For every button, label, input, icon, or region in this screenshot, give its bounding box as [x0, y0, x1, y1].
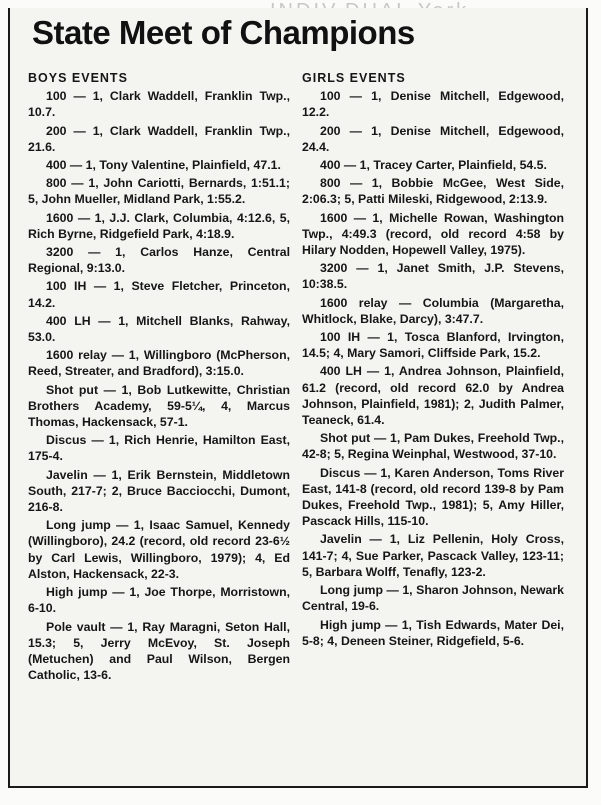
- boys-event-entry: 100 — 1, Clark Waddell, Franklin Twp., 10.7.: [28, 89, 290, 120]
- girls-event-entry: Shot put — 1, Pam Dukes, Freehold Twp., 42-8; 5, Regina Weinphal, Westwood, 37-10.: [302, 431, 564, 462]
- girls-event-entry: 200 — 1, Denise Mitchell, Edgewood, 24.4.: [302, 123, 564, 154]
- girls-event-entry: Javelin — 1, Liz Pellenin, Holy Cross, 141-7; 4, Sue Parker, Pascack Valley, 123-11; 5, Barbara Wolff, Tenafly, 123-2.: [302, 532, 564, 579]
- boys-event-entry: Javelin — 1, Erik Bernstein, Middletown South, 217-7; 2, Bruce Bacciocchi, Dumont, 216-8.: [28, 467, 290, 515]
- boys-event-entry: Shot put — 1, Bob Lutkewitte, Christian Brothers Academy, 59-5¼, 4, Marcus Thomas, Hackensack, 57-1.: [28, 382, 290, 430]
- boys-event-entry: 3200 — 1, Carlos Hanze, Central Regional, 9:13.0.: [28, 245, 290, 276]
- girls-event-entry: 800 — 1, Bobbie McGee, West Side, 2:06.3; 5, Patti Mileski, Ridgewood, 2:13.9.: [302, 176, 564, 207]
- boys-events-column: [28, 70, 290, 685]
- article-headline: State Meet of Champions: [32, 14, 415, 51]
- girls-event-entry: 1600 — 1, Michelle Rowan, Washington Twp., 4:49.3 (record, old record 4:58 by Hilary Nodden, Hopewell Valley, 1975).: [302, 210, 564, 258]
- boys-event-entry: 200 — 1, Clark Waddell, Franklin Twp., 21.6.: [28, 123, 290, 154]
- boys-event-entry: 800 — 1, John Cariotti, Bernards, 1:51.1; 5, John Mueller, Midland Park, 1:55.2.: [28, 176, 290, 207]
- girls-events-title: GIRLS EVENTS: [302, 71, 406, 85]
- girls-event-entry: Long jump — 1, Sharon Johnson, Newark Central, 19-6.: [302, 583, 564, 614]
- boys-event-entry: 1600 — 1, J.J. Clark, Columbia, 4:12.6, 5, Rich Byrne, Ridgefield Park, 4:18.9.: [28, 210, 290, 241]
- girls-event-entry: 100 — 1, Denise Mitchell, Edgewood, 12.2.: [302, 89, 564, 120]
- boys-event-entry: 400 — 1, Tony Valentine, Plainfield, 47.1.: [46, 158, 281, 173]
- boys-event-entry: 1600 relay — 1, Willingboro (McPherson, Reed, Streater, and Bradford), 3:15.0.: [28, 348, 290, 379]
- girls-event-entry: 3200 — 1, Janet Smith, J.P. Stevens, 10:38.5.: [302, 261, 564, 292]
- boys-event-entry: 400 LH — 1, Mitchell Blanks, Rahway, 53.0.: [28, 313, 290, 345]
- boys-event-entry: Pole vault — 1, Ray Maragni, Seton Hall, 15.3; 5, Jerry McEvoy, St. Joseph (Metuchen) and Paul Wilson, Bergen Catholic, 13-6.: [28, 619, 290, 683]
- girls-event-entry: 400 LH — 1, Andrea Johnson, Plainfield, 61.2 (record, old record 62.0 by Andrea Johnson, Plainfield, 1981); 2, Judith Palmer, Teaneck, 61.4.: [302, 364, 564, 428]
- girls-event-entry: High jump — 1, Tish Edwards, Mater Dei, 5-8; 4, Deneen Steiner, Ridgefield, 5-6.: [302, 617, 564, 648]
- girls-events-column: [302, 70, 564, 651]
- boys-event-entry: Long jump — 1, Isaac Samuel, Kennedy (Willingboro), 24.2 (record, old record 23-6½ by Carl Lewis, Willingboro, 1979); 4, Ed Alston, Hackensack, 22-3.: [28, 518, 290, 581]
- boys-events-title: BOYS EVENTS: [28, 71, 128, 85]
- boys-event-entry: High jump — 1, Joe Thorpe, Morristown, 6-10.: [28, 585, 290, 616]
- girls-event-entry: 1600 relay — Columbia (Margaretha, Whitlock, Blake, Darcy), 3:47.7.: [302, 295, 564, 326]
- boys-event-entry: Discus — 1, Rich Henrie, Hamilton East, 175-4.: [28, 433, 290, 464]
- girls-event-entry: 100 IH — 1, Tosca Blanford, Irvington, 14.5; 4, Mary Samori, Cliffside Park, 15.2.: [302, 330, 564, 361]
- girls-event-entry: Discus — 1, Karen Anderson, Toms River East, 141-8 (record, old record 139-8 by Pam Dukes, Freehold Twp., 1981); 5, Amy Hiller, Pascack Hills, 115-10.: [302, 465, 564, 529]
- girls-event-entry: 400 — 1, Tracey Carter, Plainfield, 54.5.: [320, 158, 547, 173]
- boys-event-entry: 100 IH — 1, Steve Fletcher, Princeton, 14.2.: [28, 279, 290, 310]
